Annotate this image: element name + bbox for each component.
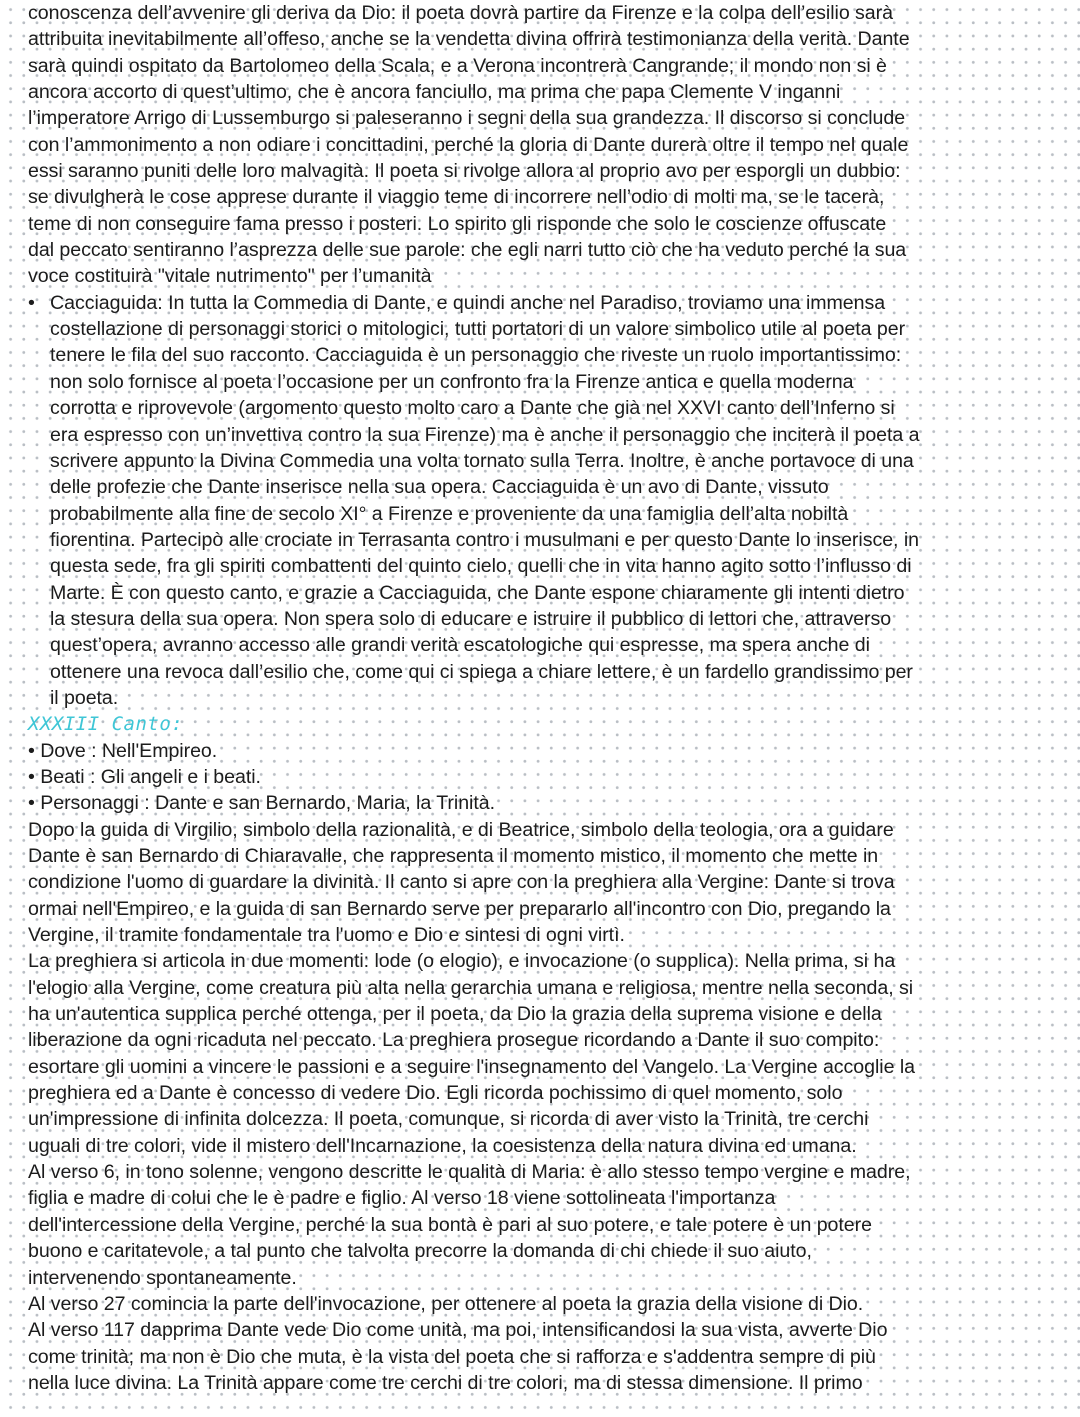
paragraph-verse-117	[28, 1317, 1058, 1396]
text-line: uguali di tre colori, vide il mistero dell'Incarnazione, la coesistenza della natura divina ed umana.	[28, 1134, 857, 1157]
text-line: Dante è san Bernardo di Chiaravalle, che rappresenta il momento mistico, il momento che mette in	[28, 845, 879, 867]
text-line: Al verso 117 dapprima Dante vede Dio come unità, ma poi, intensificandosi la sua vista, avverte Dio	[28, 1319, 888, 1342]
text-line: conoscenza dell’avvenire gli deriva da Dio: il poeta dovrà partire da Firenze e la colpa dell’esilio sarà	[28, 2, 893, 24]
text-line: Dopo la guida di Virgilio, simbolo della razionalità, e di Beatrice, simbolo della teologia, ora a guidare	[28, 818, 894, 841]
text-line: ha un'autentica supplica perché ottenga, per il poeta, da Dio la grazia della suprema visione e della	[28, 1003, 882, 1026]
text-line: corrotta e riprovevole (argomento questo molto caro a Dante che già nel XXVI canto dell’Inferno si	[50, 397, 895, 420]
bullet-marker: •	[28, 291, 35, 314]
text-line: questa sede, fra gli spiriti combattenti del quinto cielo, quelli che in vita hanno agito sotto l’influsso di	[50, 555, 912, 578]
text-line: La preghiera si articola in due momenti: lode (o elogio), e invocazione (o supplica). Nella prima, si ha	[28, 950, 896, 973]
text-line: quest’opera, avranno accesso alle grandi verità escatologiche qui espresse, ma spera anche di	[50, 634, 870, 657]
text-line: buono e caritatevole, a tal punto che talvolta precorre la domanda di chi chiede il suo aiuto,	[28, 1240, 812, 1263]
text-line: probabilmente alla fine de secolo XI° a Firenze e proveniente da una famiglia dell’alta nobiltà	[50, 502, 849, 525]
text-line: costellazione di personaggi storici o mitologici, tutti portatori di un valore simbolico utile al poeta per	[50, 318, 906, 341]
text-line: Cacciaguida: In tutta la Commedia di Dante, e quindi anche nel Paradiso, troviamo una immensa	[50, 291, 886, 314]
section-heading: XXXIII Canto:	[28, 713, 184, 736]
paragraph-verse-6	[28, 1159, 1058, 1291]
text-line: Vergine, il tramite fondamentale tra l'uomo e Dio e sintesi di ogni virtì.	[28, 924, 625, 947]
text-line: nella luce divina. La Trinità appare come tre cerchi di tre colori, ma di stessa dimensione. Il primo	[28, 1371, 863, 1394]
text-line: il poeta.	[50, 686, 119, 709]
text-line: Marte. È con questo canto, e grazie a Cacciaguida, che Dante espone chiaramente gli intenti dietro	[50, 581, 905, 604]
intro-paragraph	[28, 0, 1058, 290]
cacciaguida-bullet	[28, 290, 1058, 712]
text-line: figlia e madre di colui che le è padre e figlio. Al verso 18 viene sottolineata l'importanza	[28, 1187, 776, 1210]
text-line: Al verso 6, in tono solenne, vengono descritte le qualità di Maria: è allo stesso tempo vergine e madre,	[28, 1161, 911, 1184]
text-line: la stesura della sua opera. Non spera solo di educare e istruire il pubblico di lettori che, attraverso	[50, 607, 892, 630]
text-line: attribuita inevitabilmente all’offeso, anche se la vendetta divina offrirà testimonianza della verità. Dante	[28, 28, 910, 51]
text-line: condizione l'uomo di guardare la divinità. Il canto si apre con la preghiera alla Vergine: Dante si trova	[28, 871, 895, 894]
text-line: dal peccato sentiranno l’asprezza delle sue parole: che egli narri tutto ciò che ha veduto perché la sua	[28, 239, 907, 262]
text-line: tenere le fila del suo racconto. Cacciaguida è un personaggio che riveste un ruolo importantissimo:	[50, 344, 902, 367]
text-line: preghiera ed a Dante è concesso di vedere Dio. Egli ricorda pochissimo di quel momento, solo	[28, 1082, 843, 1105]
text-line: essi saranno puniti delle loro malvagità. Il poeta si rivolge allora al proprio avo per esporgli un dubbio:	[28, 160, 901, 183]
text-line: con l’ammonimento a non odiare i concittadini, perché la gloria di Dante durerà oltre il tempo nel quale	[28, 133, 909, 156]
fact-item: • Dove : Nell'Empireo.	[28, 739, 218, 762]
text-line: voce costituirà "vitale nutrimento" per l’umanità	[28, 265, 432, 288]
text-line: intervenendo spontaneamente.	[28, 1266, 297, 1289]
text-line: liberazione da ogni ricaduta nel peccato. La preghiera prosegue ricordando a Dante il suo compito:	[28, 1029, 880, 1052]
text-line: l’imperatore Arrigo di Lussemburgo si paleseranno i segni della sua grandezza. Il discorso si conclude	[28, 107, 906, 130]
text-line: delle profezie che Dante inserisce nella sua opera. Cacciaguida è un avo di Dante, vissuto	[50, 476, 829, 499]
paragraph-verse-27	[28, 1291, 1058, 1317]
text-line: scrivere appunto la Divina Commedia una volta tornato sulla Terra. Inoltre, è anche portavoce di una	[50, 449, 914, 472]
text-line: dell'intercessione della Vergine, perché la sua bontà è pari al suo potere, e tale potere è un potere	[28, 1213, 872, 1236]
text-line: un'impressione di infinita dolcezza. Il poeta, comunque, si ricorda di aver visto la Trinità, tre cerchi	[28, 1108, 869, 1131]
text-line: l'elogio alla Vergine, come creatura più alta nella gerarchia umana e religiosa, mentre nella seconda, si	[28, 976, 914, 999]
fact-item: • Personaggi : Dante e san Bernardo, Maria, la Trinità.	[28, 792, 495, 815]
text-line: se divulgherà le cose apprese durante il viaggio teme di incorrere nell’odio di molti ma, se le tacerà,	[28, 186, 885, 209]
canto-facts-list	[28, 738, 1058, 817]
text-line: Al verso 27 comincia la parte dell'invocazione, per ottenere al poeta la grazia della visione di Dio.	[28, 1292, 864, 1315]
text-line: non solo fornisce al poeta l’occasione per un confronto fra la Firenze antica e quella moderna	[50, 370, 854, 393]
paragraph-guide	[28, 817, 1058, 949]
text-line: come trinità; ma non è Dio che muta, è la vista del poeta che si rafforza e s'addentra sempre di più	[28, 1345, 876, 1368]
text-line: era espresso con un’invettiva contro la sua Firenze) ma è anche il personaggio che inciterà il poeta a	[50, 423, 920, 446]
text-line: esortare gli uomini a vincere le passioni e a seguire l'insegnamento del Vangelo. La Vergine accoglie la	[28, 1055, 915, 1078]
text-line: fiorentina. Partecipò alle crociate in Terrasanta contro i musulmani e per questo Dante lo inserisce, in	[50, 528, 919, 551]
fact-item: • Beati : Gli angeli e i beati.	[28, 765, 261, 788]
text-line: ancora accorto di quest’ultimo, che è ancora fanciullo, ma prima che papa Clemente V inganni	[28, 81, 841, 104]
document-page	[28, 0, 1058, 1396]
text-line: sarà quindi ospitato da Bartolomeo della Scala, e a Verona incontrerà Cangrande; il mondo non si è	[28, 54, 887, 77]
paragraph-prayer	[28, 948, 1058, 1159]
text-line: ottenere una revoca dall’esilio che, come qui ci spiega a chiare lettere, è un fardello grandissimo per	[50, 660, 913, 683]
text-line: teme di non conseguire fama presso i posteri. Lo spirito gli risponde che solo le coscienze offuscate	[28, 212, 887, 235]
text-line: ormai nell'Empireo, e la guida di san Bernardo serve per prepararlo all'incontro con Dio, pregando la	[28, 897, 891, 920]
canto-xxxiii-section	[28, 711, 1058, 1396]
